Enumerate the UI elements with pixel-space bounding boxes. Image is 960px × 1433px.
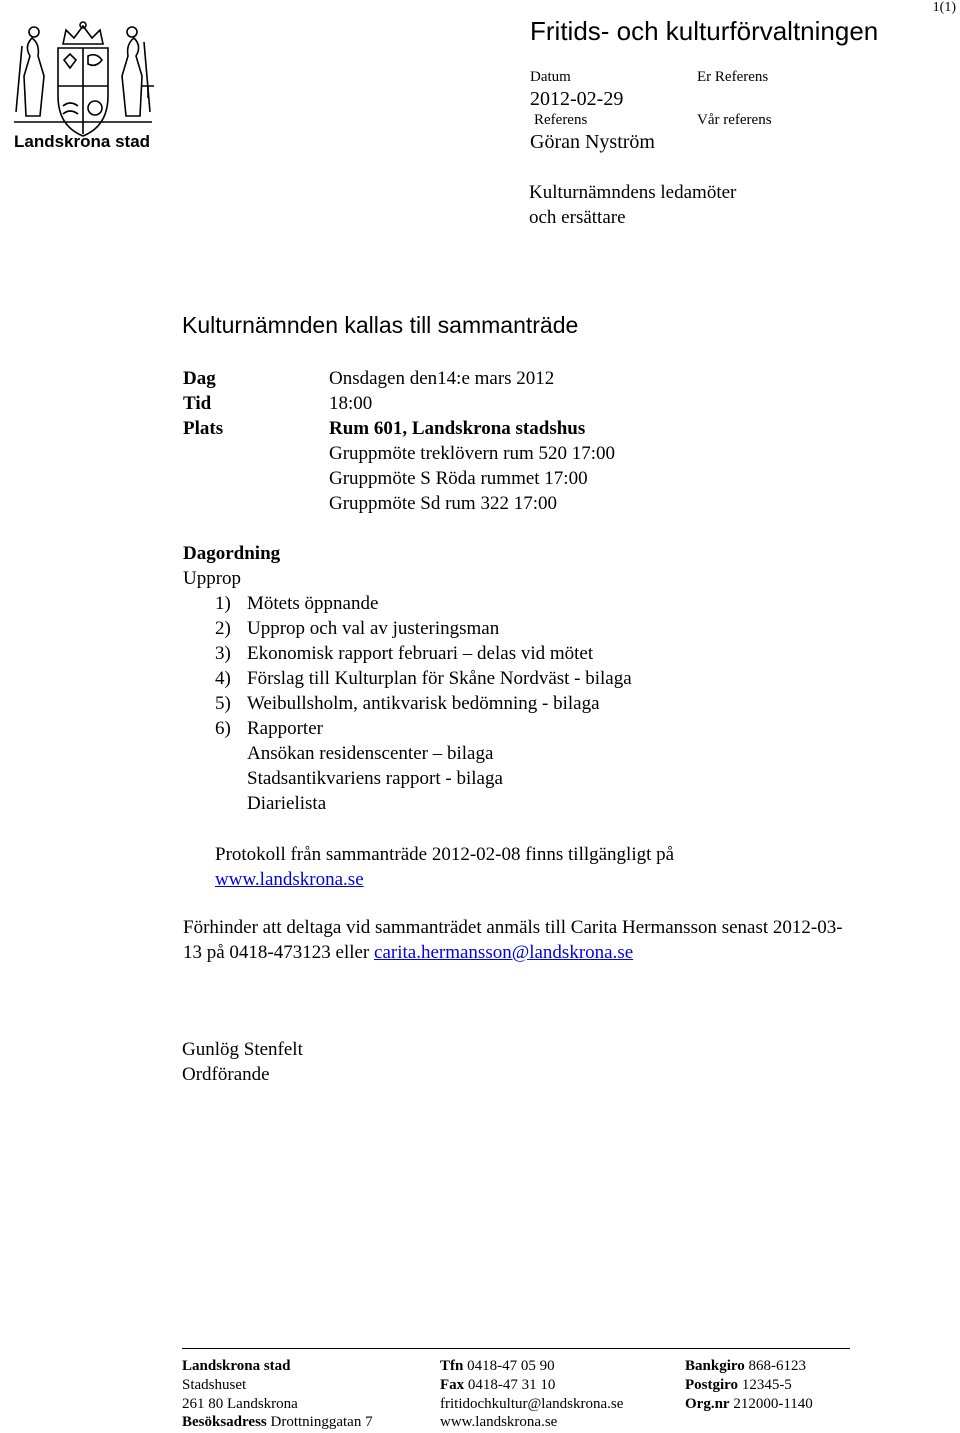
recipient-line2: och ersättare [529, 207, 626, 228]
meeting-title: Kulturnämnden kallas till sammanträde [182, 312, 579, 338]
protocol-text: Protokoll från sammanträde 2012-02-08 finns tillgängligt på [215, 844, 675, 865]
footer-orgnr [685, 1396, 813, 1413]
agenda-item [215, 718, 323, 740]
footer-web: www.landskrona.se [440, 1414, 558, 1430]
protocol-link[interactable]: www.landskrona.se [215, 869, 364, 890]
absence-line2-text: 13 på 0418-473123 eller [183, 942, 375, 963]
agenda-heading: Dagordning [183, 543, 281, 564]
agenda-subitem: Ansökan residenscenter – bilaga [247, 743, 494, 764]
agenda-item-text: Rapporter [247, 718, 323, 739]
page-number: 1(1) [932, 0, 956, 15]
agenda-item [215, 593, 378, 615]
agenda-item-number: 6) [215, 718, 231, 739]
group-meeting: Gruppmöte S Röda rummet 17:00 [329, 468, 588, 489]
footer-postgiro [685, 1377, 792, 1394]
absence-email-link[interactable]: carita.hermansson@landskrona.se [374, 942, 634, 963]
agenda-item-text: Mötets öppnande [247, 593, 379, 614]
datum-value: 2012-02-29 [530, 88, 624, 110]
agenda-item-text: Upprop och val av justeringsman [247, 618, 500, 639]
agenda-item-number: 3) [215, 643, 231, 664]
absence-line2 [183, 942, 633, 964]
footer-visit-value: Drottninggatan 7 [270, 1414, 373, 1430]
agenda-item-text: Ekonomisk rapport februari – delas vid mötet [247, 643, 594, 664]
group-meeting: Gruppmöte Sd rum 322 17:00 [329, 493, 557, 514]
footer-bankgiro-label: Bankgiro [685, 1358, 745, 1374]
agenda-subitem: Diarielista [247, 793, 327, 814]
footer-visit-label: Besöksadress [182, 1414, 267, 1430]
upprop-label: Upprop [183, 568, 242, 589]
var-referens-label: Vår referens [697, 112, 772, 128]
footer-bankgiro [685, 1358, 806, 1375]
agenda-subitem: Stadsantikvariens rapport - bilaga [247, 768, 503, 789]
org-title: Fritids- och kulturförvaltningen [530, 16, 879, 46]
footer-fax-label: Fax [440, 1377, 465, 1393]
referens-value: Göran Nyström [530, 131, 655, 153]
tid-value: 18:00 [329, 393, 373, 414]
recipient-line1: Kulturnämndens ledamöter [529, 182, 737, 203]
agenda-item-number: 1) [215, 593, 231, 614]
plats-value: Rum 601, Landskrona stadshus [329, 418, 586, 439]
footer-phone-label: Tfn [440, 1358, 464, 1374]
agenda-item-number: 2) [215, 618, 231, 639]
agenda-item [215, 643, 593, 665]
dag-label: Dag [183, 368, 216, 389]
agenda-item [215, 668, 632, 690]
footer-orgnr-label: Org.nr [685, 1396, 730, 1412]
footer-org-name: Landskrona stad [182, 1358, 291, 1374]
agenda-item-text: Weibullsholm, antikvarisk bedömning - bilaga [247, 693, 600, 714]
referens-label: Referens [534, 112, 588, 128]
footer-visit [182, 1414, 373, 1431]
agenda-item [215, 618, 499, 640]
signature-title: Ordförande [182, 1064, 270, 1085]
datum-label: Datum [530, 69, 571, 85]
agenda-item-text: Förslag till Kulturplan för Skåne Nordväst - bilaga [247, 668, 632, 689]
er-referens-label: Er Referens [697, 69, 769, 85]
group-meeting: Gruppmöte treklövern rum 520 17:00 [329, 443, 616, 464]
footer-postgiro-label: Postgiro [685, 1377, 739, 1393]
footer-phone-value: 0418-47 05 90 [467, 1358, 555, 1374]
footer-email: fritidochkultur@landskrona.se [440, 1396, 624, 1412]
tid-label: Tid [183, 393, 212, 414]
footer-postal: 261 80 Landskrona [182, 1396, 298, 1412]
absence-line1: Förhinder att deltaga vid sammanträdet anmäls till Carita Hermansson senast 2012-03- [183, 917, 843, 938]
footer-bankgiro-value: 868-6123 [748, 1358, 806, 1374]
agenda-item [215, 693, 600, 715]
footer-phone [440, 1358, 555, 1375]
dag-value: Onsdagen den14:e mars 2012 [329, 368, 555, 389]
footer-orgnr-value: 212000-1140 [733, 1396, 813, 1412]
logo-text: Landskrona stad [14, 132, 151, 151]
plats-label: Plats [183, 418, 224, 439]
footer-divider [182, 1348, 850, 1349]
signature-name: Gunlög Stenfelt [182, 1039, 303, 1060]
footer-fax-value: 0418-47 31 10 [467, 1377, 556, 1393]
agenda-item-number: 4) [215, 668, 231, 689]
footer-building: Stadshuset [182, 1377, 247, 1393]
agenda-item-number: 5) [215, 693, 231, 714]
footer-fax [440, 1377, 555, 1394]
footer-postgiro-value: 12345-5 [741, 1377, 792, 1393]
